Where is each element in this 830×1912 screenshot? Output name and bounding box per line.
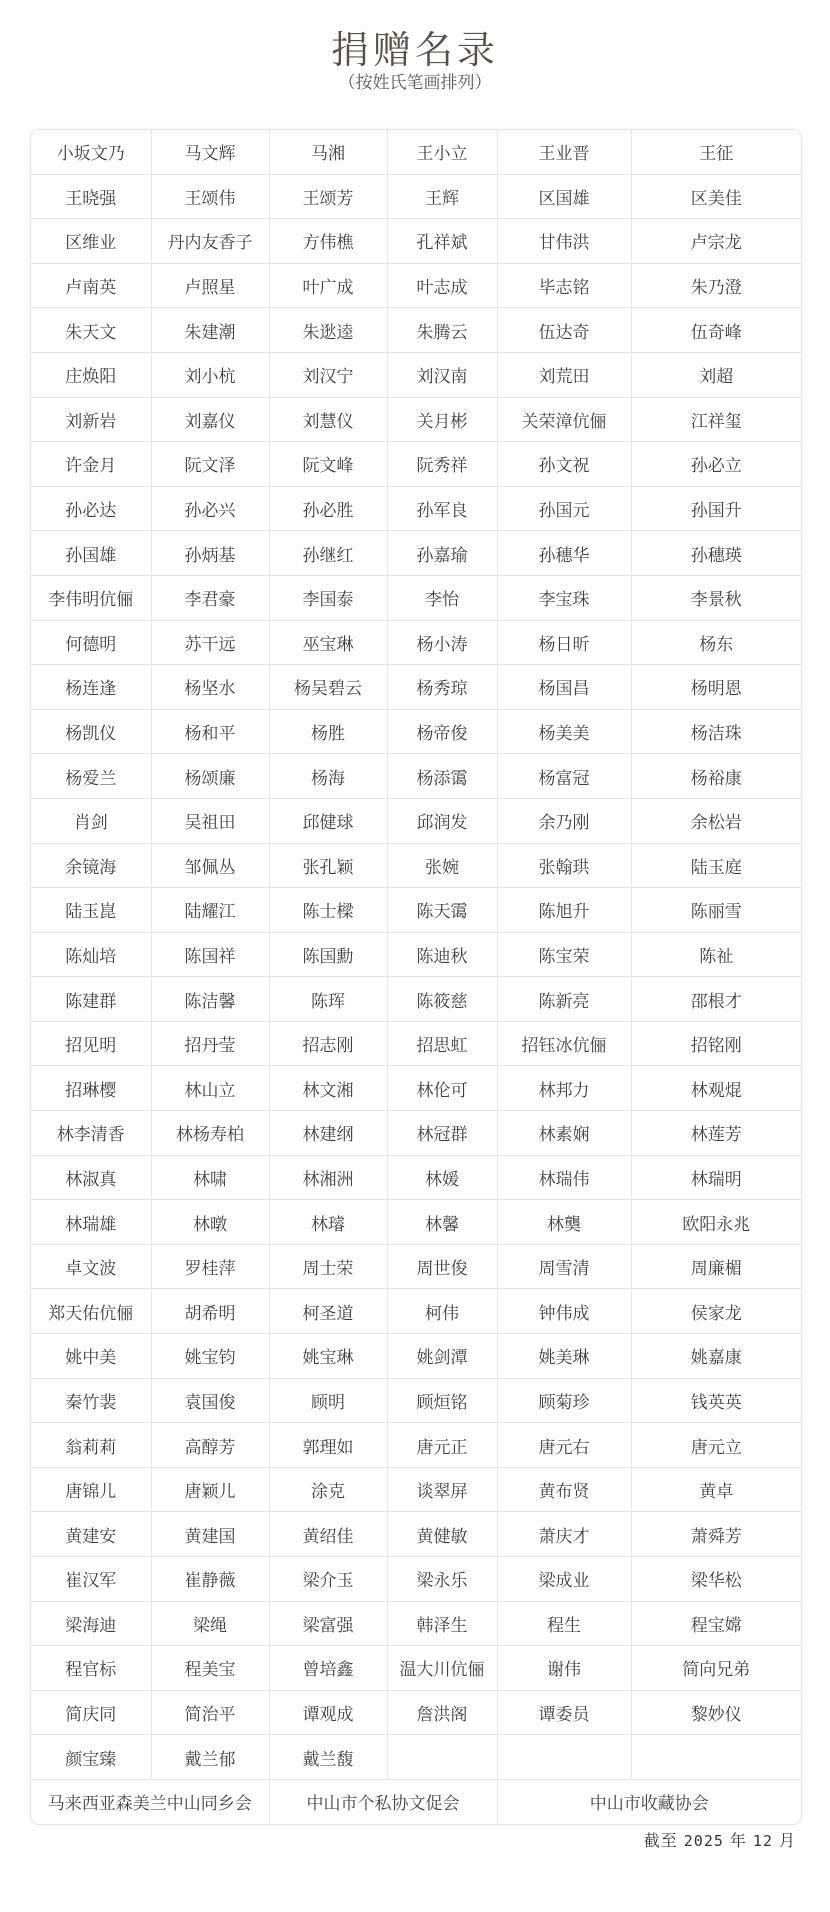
donor-name-cell: 孙军良 [387,486,497,531]
donor-name-cell: 林啸 [151,1155,269,1200]
donor-name-cell: 周雪清 [497,1244,631,1289]
donor-name-cell: 林文湘 [269,1066,387,1111]
organization-cell: 中山市个私协文促会 [269,1779,497,1823]
donor-row [31,1066,801,1111]
donor-name-cell: 杨和平 [151,709,269,754]
donor-name-cell: 林湘洲 [269,1155,387,1200]
donor-row [31,1557,801,1602]
donor-row [31,1111,801,1156]
donor-name-cell: 黎妙仪 [631,1690,801,1735]
donor-name-cell: 梁永乐 [387,1557,497,1602]
donor-name-cell: 梁绳 [151,1601,269,1646]
donor-name-cell: 陆玉崑 [31,888,151,933]
donor-name-cell: 杨洁珠 [631,709,801,754]
donor-name-cell: 程宝嫦 [631,1601,801,1646]
page-title: 捐赠名录 [330,28,499,72]
donor-name-cell: 梁成业 [497,1557,631,1602]
donor-name-cell: 黄健敏 [387,1512,497,1557]
donor-name-cell: 简庆同 [31,1690,151,1735]
donor-name-cell: 孙继红 [269,531,387,576]
donor-name-cell: 梁富强 [269,1601,387,1646]
donor-name-cell: 杨国昌 [497,665,631,710]
donor-name-cell: 林瑞雄 [31,1200,151,1245]
donor-name-cell: 招志刚 [269,1021,387,1066]
donor-name-cell: 邱润发 [387,798,497,843]
donor-name-cell: 谢伟 [497,1646,631,1691]
donor-name-cell: 孙国雄 [31,531,151,576]
donor-row [31,1512,801,1557]
donor-name-cell: 刘超 [631,352,801,397]
donor-name-cell: 梁介玉 [269,1557,387,1602]
donor-row [31,1467,801,1512]
donor-row [31,575,801,620]
donor-name-cell: 招铭刚 [631,1021,801,1066]
donor-name-cell: 招见明 [31,1021,151,1066]
donor-row [31,263,801,308]
donor-name-cell: 庄焕阳 [31,352,151,397]
donor-name-cell: 林馨 [387,1200,497,1245]
donor-name-cell: 王小立 [387,130,497,174]
donor-name-cell: 杨富冠 [497,754,631,799]
donor-row [31,397,801,442]
donor-name-cell: 柯圣道 [269,1289,387,1334]
donor-name-cell: 温大川伉俪 [387,1646,497,1691]
donor-name-cell: 杨连逢 [31,665,151,710]
donor-name-cell: 陈天霭 [387,888,497,933]
donor-name-cell: 卢照星 [151,263,269,308]
donor-name-cell: 谭委员 [497,1690,631,1735]
donor-name-cell: 杨胜 [269,709,387,754]
donor-name-cell: 孙穗华 [497,531,631,576]
donor-name-cell: 程官标 [31,1646,151,1691]
donor-name-cell: 杨帝俊 [387,709,497,754]
donor-row [31,1735,801,1780]
donor-name-cell: 刘汉南 [387,352,497,397]
donor-name-cell: 关月彬 [387,397,497,442]
donor-row [31,754,801,799]
donor-name-cell: 李君豪 [151,575,269,620]
donor-row [31,130,801,174]
donor-row [31,1423,801,1468]
donor-row [31,1244,801,1289]
donor-name-cell: 曾培鑫 [269,1646,387,1691]
donor-name-cell: 侯家龙 [631,1289,801,1334]
donor-name-cell: 叶广成 [269,263,387,308]
donor-name-cell: 袁国俊 [151,1378,269,1423]
donor-name-cell: 顾明 [269,1378,387,1423]
donor-name-cell: 朱逖逵 [269,308,387,353]
donor-name-cell: 王业晋 [497,130,631,174]
donor-name-cell: 黄布贤 [497,1467,631,1512]
donor-name-cell: 丹内友香子 [151,219,269,264]
donor-name-cell: 简治平 [151,1690,269,1735]
donor-name-cell: 朱建潮 [151,308,269,353]
donor-name-cell: 阮文峰 [269,442,387,487]
empty-cell [631,1735,801,1780]
donor-name-cell: 颜宝臻 [31,1735,151,1780]
donor-name-cell: 林璿 [269,1200,387,1245]
donor-name-cell: 周世俊 [387,1244,497,1289]
donor-name-cell: 陈灿培 [31,932,151,977]
donor-name-cell: 苏干远 [151,620,269,665]
donor-name-cell: 林瑞伟 [497,1155,631,1200]
donor-row [31,219,801,264]
donor-name-cell: 王颂伟 [151,174,269,219]
donor-name-cell: 肖剑 [31,798,151,843]
donor-name-cell: 涂克 [269,1467,387,1512]
donor-name-cell: 陈筱慈 [387,977,497,1022]
donor-row [31,665,801,710]
donor-name-cell: 姚美琳 [497,1334,631,1379]
donor-name-cell: 林观焜 [631,1066,801,1111]
organization-row [31,1779,801,1823]
donor-name-cell: 林李清香 [31,1111,151,1156]
donor-name-cell: 刘慧仪 [269,397,387,442]
donor-row [31,1334,801,1379]
donor-table-body [31,130,801,1824]
donor-name-cell: 陆玉庭 [631,843,801,888]
donor-name-cell: 萧庆才 [497,1512,631,1557]
donor-name-cell: 杨秀琼 [387,665,497,710]
donor-name-cell: 杨坚水 [151,665,269,710]
donor-name-cell: 阮文泽 [151,442,269,487]
donor-name-cell: 程生 [497,1601,631,1646]
donor-name-cell: 周廉楣 [631,1244,801,1289]
cutoff-month: 12 [752,1832,773,1850]
donor-name-cell: 陈建群 [31,977,151,1022]
donor-name-cell: 王颂芳 [269,174,387,219]
donor-name-cell: 吴祖田 [151,798,269,843]
donor-name-cell: 区维业 [31,219,151,264]
donor-name-cell: 小坂文乃 [31,130,151,174]
empty-cell [387,1735,497,1780]
donor-name-cell: 陈丽雪 [631,888,801,933]
donor-row [31,843,801,888]
donor-name-cell: 韩泽生 [387,1601,497,1646]
donor-name-cell: 李景秋 [631,575,801,620]
donor-name-cell: 刘荒田 [497,352,631,397]
donor-name-cell: 李伟明伉俪 [31,575,151,620]
donor-name-cell: 杨日昕 [497,620,631,665]
donor-name-cell: 陈珲 [269,977,387,1022]
cutoff-month-unit: 月 [778,1831,796,1850]
donor-name-cell: 唐颖儿 [151,1467,269,1512]
donor-name-cell: 余松岩 [631,798,801,843]
donor-name-cell: 林杨寿柏 [151,1111,269,1156]
donor-name-cell: 姚宝琳 [269,1334,387,1379]
cutoff-date [644,1828,802,1851]
donor-name-cell: 李宝珠 [497,575,631,620]
donor-name-cell: 招琳樱 [31,1066,151,1111]
donor-name-cell: 张婉 [387,843,497,888]
donor-name-cell: 周士荣 [269,1244,387,1289]
donor-name-cell: 张孔颖 [269,843,387,888]
donor-name-cell: 唐元正 [387,1423,497,1468]
donor-name-cell: 黄绍佳 [269,1512,387,1557]
donor-row [31,442,801,487]
donor-name-cell: 孙炳基 [151,531,269,576]
donor-name-cell: 柯伟 [387,1289,497,1334]
donor-name-cell: 姚中美 [31,1334,151,1379]
donor-row [31,531,801,576]
donor-name-cell: 杨东 [631,620,801,665]
donor-name-cell: 余镜海 [31,843,151,888]
donor-row [31,1601,801,1646]
donor-name-cell: 陈新亮 [497,977,631,1022]
organization-cell: 马来西亚森美兰中山同乡会 [31,1779,269,1823]
donor-name-cell: 郑天佑伉俪 [31,1289,151,1334]
donor-name-cell: 伍达奇 [497,308,631,353]
cutoff-prefix: 截至 [643,1831,678,1850]
donor-name-cell: 王征 [631,130,801,174]
donor-name-cell: 杨海 [269,754,387,799]
donor-name-cell: 方伟樵 [269,219,387,264]
donor-row [31,709,801,754]
donor-row [31,977,801,1022]
donor-name-cell: 萧舜芳 [631,1512,801,1557]
donor-name-cell: 黄建国 [151,1512,269,1557]
donor-name-cell: 关荣漳伉俪 [497,397,631,442]
donor-name-cell: 卢南英 [31,263,151,308]
donor-name-cell: 何德明 [31,620,151,665]
donor-name-cell: 姚宝钧 [151,1334,269,1379]
donor-name-cell: 顾烜铭 [387,1378,497,1423]
donor-row [31,932,801,977]
donor-name-cell: 梁海迪 [31,1601,151,1646]
donor-name-cell: 崔汉军 [31,1557,151,1602]
donor-name-cell: 戴兰馥 [269,1735,387,1780]
donor-name-cell: 林素娴 [497,1111,631,1156]
donor-name-cell: 招丹莹 [151,1021,269,1066]
donor-name-cell: 林媛 [387,1155,497,1200]
donor-name-cell: 唐元立 [631,1423,801,1468]
donor-name-cell: 毕志铭 [497,263,631,308]
donor-name-cell: 卓文波 [31,1244,151,1289]
donor-name-cell: 翁莉莉 [31,1423,151,1468]
donor-name-cell: 马湘 [269,130,387,174]
donor-name-cell: 孙国升 [631,486,801,531]
donor-name-cell: 区国雄 [497,174,631,219]
donor-row [31,888,801,933]
donor-name-cell: 杨添霭 [387,754,497,799]
donor-name-cell: 秦竹裴 [31,1378,151,1423]
donor-name-cell: 陈旭升 [497,888,631,933]
donor-row [31,798,801,843]
donor-name-cell: 罗桂萍 [151,1244,269,1289]
donor-name-cell: 林冠群 [387,1111,497,1156]
donor-name-cell: 伍奇峰 [631,308,801,353]
donor-name-cell: 欧阳永兆 [631,1200,801,1245]
donor-name-cell: 简向兄弟 [631,1646,801,1691]
donor-name-cell: 姚嘉康 [631,1334,801,1379]
donor-name-cell: 林淑真 [31,1155,151,1200]
donor-name-cell: 刘小杭 [151,352,269,397]
donor-name-cell: 叶志成 [387,263,497,308]
donor-name-cell: 黄卓 [631,1467,801,1512]
donor-name-cell: 王晓强 [31,174,151,219]
donor-name-cell: 钟伟成 [497,1289,631,1334]
page-subtitle: （按姓氏笔画排列） [338,73,492,93]
donor-name-cell: 钱英英 [631,1378,801,1423]
donor-name-cell: 许金月 [31,442,151,487]
donor-row [31,174,801,219]
donor-name-cell: 陈国勳 [269,932,387,977]
donor-row [31,1200,801,1245]
donor-name-cell: 江祥玺 [631,397,801,442]
donor-name-cell: 杨颂廉 [151,754,269,799]
donor-name-cell: 招思虹 [387,1021,497,1066]
donor-name-cell: 高醇芳 [151,1423,269,1468]
donor-name-cell: 崔静薇 [151,1557,269,1602]
donor-name-cell: 程美宝 [151,1646,269,1691]
donor-table [30,129,802,1825]
donor-name-cell: 陈士樑 [269,888,387,933]
donor-name-cell: 林暾 [151,1200,269,1245]
donor-name-cell: 杨吴碧云 [269,665,387,710]
donor-row [31,620,801,665]
donor-name-cell: 杨小涛 [387,620,497,665]
donor-name-cell: 杨爱兰 [31,754,151,799]
donor-name-cell: 朱天文 [31,308,151,353]
donor-name-cell: 孙嘉瑜 [387,531,497,576]
donor-name-cell: 陈迪秋 [387,932,497,977]
organization-cell: 中山市收藏协会 [589,1794,709,1815]
donor-name-cell: 李怡 [387,575,497,620]
donor-name-cell: 林邦力 [497,1066,631,1111]
donor-name-cell: 刘嘉仪 [151,397,269,442]
donor-name-cell: 孙穗瑛 [631,531,801,576]
donor-name-cell: 孙文祝 [497,442,631,487]
donor-row [31,1646,801,1691]
donor-name-cell: 唐锦儿 [31,1467,151,1512]
donor-name-cell: 区美佳 [631,174,801,219]
donor-name-cell: 谭观成 [269,1690,387,1735]
donor-name-cell: 林莲芳 [631,1111,801,1156]
donor-row [31,1021,801,1066]
donor-name-cell: 邵根才 [631,977,801,1022]
donor-name-cell: 陈洁馨 [151,977,269,1022]
donor-name-cell: 阮秀祥 [387,442,497,487]
donor-name-cell: 邱健球 [269,798,387,843]
donor-name-cell: 杨美美 [497,709,631,754]
donor-name-cell: 顾菊珍 [497,1378,631,1423]
donor-name-cell: 林伦可 [387,1066,497,1111]
donor-name-cell: 林龑 [497,1200,631,1245]
cutoff-year-unit: 年 [729,1831,747,1850]
donor-name-cell: 黄建安 [31,1512,151,1557]
donor-name-cell: 巫宝琳 [269,620,387,665]
donor-name-cell: 甘伟洪 [497,219,631,264]
donor-name-cell: 陈宝荣 [497,932,631,977]
donor-name-cell: 孙必立 [631,442,801,487]
donor-name-cell: 杨凯仪 [31,709,151,754]
donor-row [31,486,801,531]
cutoff-year: 2025 [683,1832,724,1850]
donor-name-cell: 杨明恩 [631,665,801,710]
donor-name-cell: 詹洪阁 [387,1690,497,1735]
donor-name-cell: 余乃刚 [497,798,631,843]
donor-name-cell: 林山立 [151,1066,269,1111]
donor-name-cell: 林瑞明 [631,1155,801,1200]
donor-name-cell: 孙必兴 [151,486,269,531]
donor-row [31,1378,801,1423]
donor-name-cell: 卢宗龙 [631,219,801,264]
donor-name-cell: 邹佩丛 [151,843,269,888]
donor-name-cell: 朱乃澄 [631,263,801,308]
donor-name-cell: 姚剑潭 [387,1334,497,1379]
donor-row [31,1155,801,1200]
donor-name-cell: 陈祉 [631,932,801,977]
donor-row [31,308,801,353]
donor-name-cell: 孔祥斌 [387,219,497,264]
donor-name-cell: 郭理如 [269,1423,387,1468]
donor-name-cell: 孙国元 [497,486,631,531]
donor-name-cell: 刘新岩 [31,397,151,442]
donor-name-cell: 胡希明 [151,1289,269,1334]
donor-name-cell: 孙必达 [31,486,151,531]
donor-name-cell: 张翰珙 [497,843,631,888]
donor-name-cell: 陈国祥 [151,932,269,977]
donor-name-cell: 孙必胜 [269,486,387,531]
donor-name-cell: 杨裕康 [631,754,801,799]
donor-name-cell: 戴兰郁 [151,1735,269,1780]
donor-row [31,352,801,397]
donor-name-cell: 王辉 [387,174,497,219]
donor-name-cell: 李国泰 [269,575,387,620]
donor-name-cell: 陆耀江 [151,888,269,933]
donor-row [31,1289,801,1334]
donor-name-cell: 刘汉宁 [269,352,387,397]
donor-name-cell: 朱腾云 [387,308,497,353]
donor-name-cell: 谈翠屏 [387,1467,497,1512]
empty-cell [497,1735,631,1780]
donor-name-cell: 梁华松 [631,1557,801,1602]
donor-name-cell: 林建纲 [269,1111,387,1156]
donor-row [31,1690,801,1735]
donor-name-cell: 唐元右 [497,1423,631,1468]
donor-name-cell: 招钰冰伉俪 [497,1021,631,1066]
donor-name-cell: 马文辉 [151,130,269,174]
